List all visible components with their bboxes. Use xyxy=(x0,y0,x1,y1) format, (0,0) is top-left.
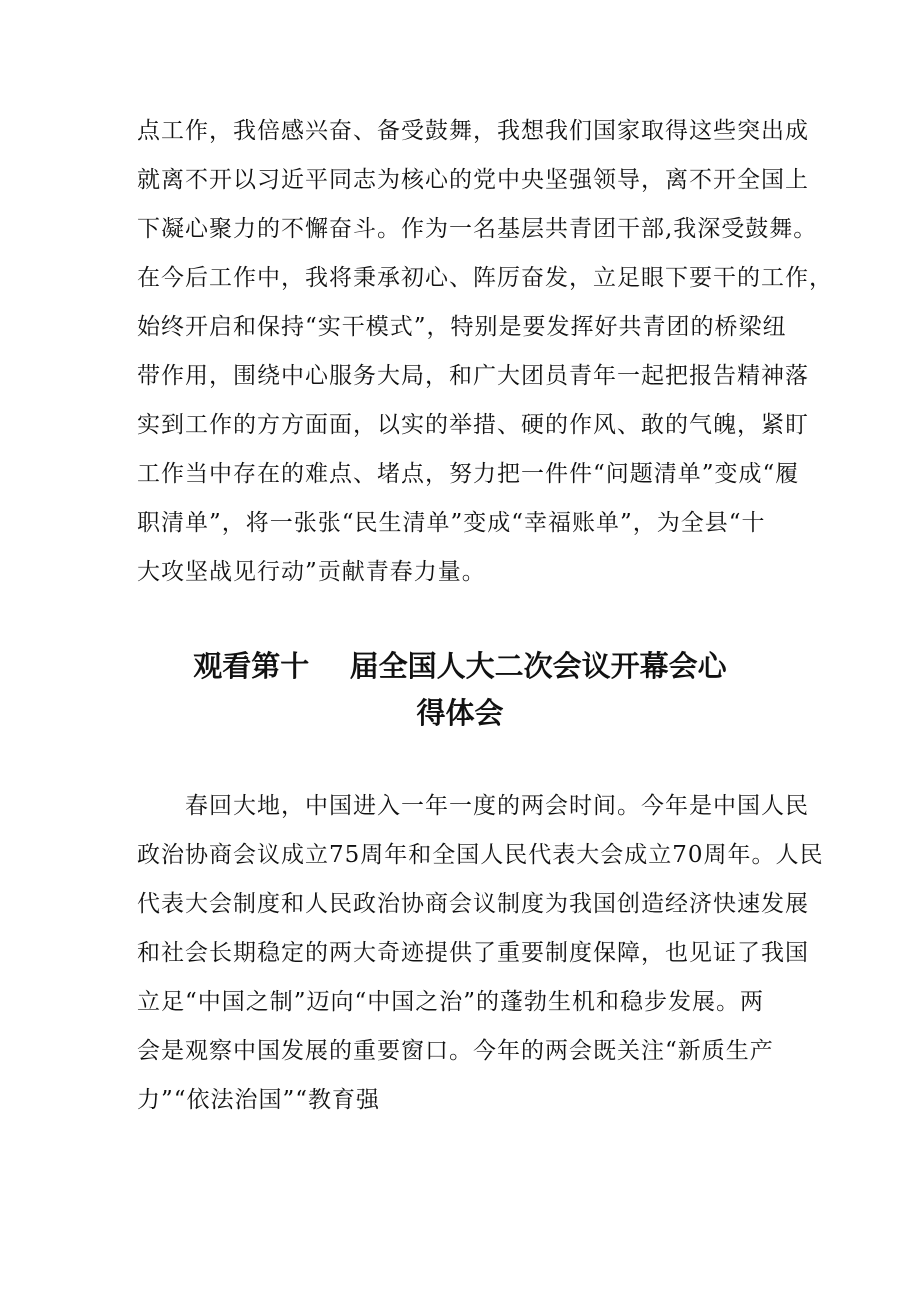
text-line: 力”“依法治国”“教育强 xyxy=(137,1087,381,1113)
text-line: 大攻坚战见行动”贡献青春力量。 xyxy=(137,559,486,585)
text-line: 点工作，我倍感兴奋、备受鼓舞，我想我们国家取得这些突出成 xyxy=(137,118,809,144)
text-line: 带作用，围绕中心服务大局，和广大团员青年一起把报告精神落 xyxy=(137,363,809,389)
text-line: 和社会长期稳定的两大奇迹提供了重要制度保障，也见证了我国 xyxy=(137,940,809,966)
text-line: 代表大会制度和人民政治协商会议制度为我国创造经济快速发展 xyxy=(137,891,809,917)
text-line: 实到工作的方方面面，以实的举措、硬的作风、敢的气魄，紧盯 xyxy=(137,412,809,438)
text-line: 政治协商会议成立75周年和全国人民代表大会成立70周年。人民 xyxy=(137,842,824,868)
heading-line: 观看第十 届全国人大二次会议开幕会心 xyxy=(193,649,727,683)
text-line: 春回大地，中国进入一年一度的两会时间。今年是中国人民 xyxy=(137,793,809,819)
text-line: 工作当中存在的难点、堵点，努力把一件件“问题清单”变成“履 xyxy=(137,461,800,487)
text-line: 始终开启和保持“实干模式”，特别是要发挥好共青团的桥梁纽 xyxy=(137,314,787,340)
text-line: 立足“中国之制”迈向“中国之治”的蓬勃生机和稳步发展。两 xyxy=(137,989,765,1015)
body-paragraph-continued xyxy=(137,107,833,597)
text-line: 在今后工作中，我将秉承初心、阵厉奋发，立足眼下要干的工作， xyxy=(137,265,833,291)
text-line: 职清单”，将一张张“民生清单”变成“幸福账单”，为全县“十 xyxy=(137,510,766,536)
text-line: 就离不开以习近平同志为核心的党中央坚强领导，离不开全国上 xyxy=(137,167,809,193)
body-paragraph xyxy=(137,782,824,1125)
text-line: 下凝心聚力的不懈奋斗。作为一名基层共青团干部,我深受鼓舞。 xyxy=(137,216,818,242)
text-line: 会是观察中国发展的重要窗口。今年的两会既关注“新质生产 xyxy=(137,1038,774,1064)
heading-line: 得体会 xyxy=(416,696,504,730)
